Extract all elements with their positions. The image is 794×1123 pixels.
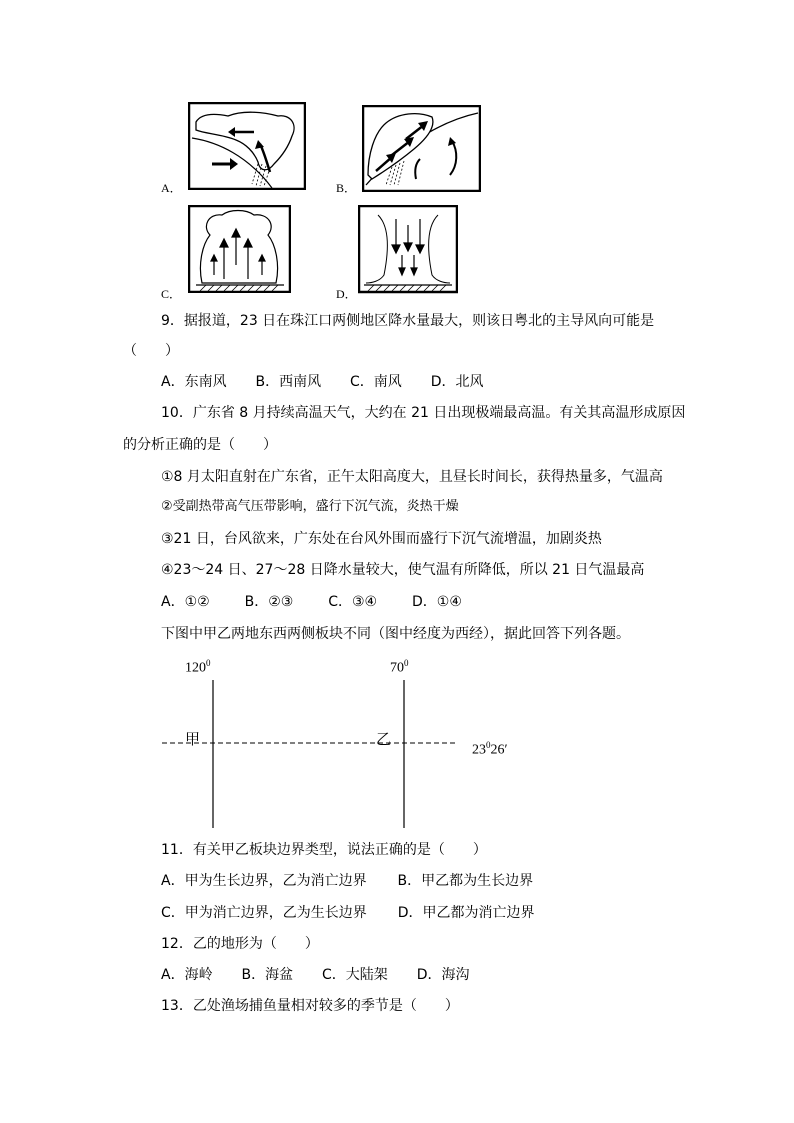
place-yi: 乙 xyxy=(376,730,392,748)
option-d-label: D． xyxy=(336,287,357,301)
q10-option-d[interactable]: D．①④ xyxy=(412,594,462,610)
intro-text: 下图中甲乙两地东西两侧板块不同（图中经度为西经），据此回答下列各题。 xyxy=(161,626,630,642)
q10-option-a[interactable]: A．①② xyxy=(161,594,210,610)
q11-stem: 11．有关甲乙板块边界类型，说法正确的是（ ） xyxy=(161,842,487,858)
lon-left-label: $120^0$ xyxy=(185,658,211,676)
q12-stem: 12．乙的地形为（ ） xyxy=(161,936,319,952)
q13-stem: 13．乙处渔场捕鱼量相对较多的季节是（ ） xyxy=(161,998,459,1014)
q10-stem-line2: 的分析正确的是（ ） xyxy=(123,437,277,453)
q10-statement-2: ②受副热带高气压带影响，盛行下沉气流，炎热干燥 xyxy=(161,499,459,514)
q11-options-row1 xyxy=(161,874,533,888)
option-b-label: B． xyxy=(336,181,357,195)
plate-map xyxy=(150,650,510,835)
q9-option-d[interactable]: D．北风 xyxy=(430,374,484,390)
lat-label: $23^026'$ xyxy=(472,740,508,758)
q9-option-a[interactable]: A．东南风 xyxy=(161,374,227,390)
q12-options xyxy=(161,968,469,982)
q12-option-a[interactable]: A．海岭 xyxy=(161,967,213,983)
q10-option-b[interactable]: B．②③ xyxy=(244,594,294,610)
q11-options-row2 xyxy=(161,906,534,920)
lon-right-label: $70^0$ xyxy=(390,658,409,676)
q9-paren: （ ） xyxy=(123,343,179,359)
q9-options xyxy=(161,375,483,389)
front-diagram-a xyxy=(188,102,306,190)
q12-option-b[interactable]: B．海盆 xyxy=(241,967,294,983)
q10-statement-1: ①8 月太阳直射在广东省，正午太阳高度大，且昼长时间长，获得热量多，气温高 xyxy=(161,469,663,485)
q10-stem-line1: 10．广东省 8 月持续高温天气，大约在 21 日出现极端最高温。有关其高温形成原因 xyxy=(161,405,686,421)
convection-diagram-c xyxy=(188,205,291,293)
q9-option-b[interactable]: B．西南风 xyxy=(255,374,322,390)
front-diagram-b xyxy=(362,105,481,192)
q10-statement-3: ③21 日，台风欲来，广东处在台风外围而盛行下沉气流增温，加剧炎热 xyxy=(161,531,602,547)
q12-option-d[interactable]: D．海沟 xyxy=(416,967,470,983)
option-c-label: C． xyxy=(161,287,182,301)
place-jia: 甲 xyxy=(185,730,201,748)
q11-option-a[interactable]: A．甲为生长边界，乙为消亡边界 xyxy=(161,873,367,889)
q10-options xyxy=(161,595,462,609)
q10-option-c[interactable]: C．③④ xyxy=(328,594,378,610)
option-a-label: A． xyxy=(161,181,182,195)
q10-statement-4: ④23～24 日、27～28 日降水量较大，使气温有所降低，所以 21 日气温最高 xyxy=(161,562,645,578)
q9-stem: 9．据报道，23 日在珠江口两侧地区降水量最大，则该日粤北的主导风向可能是 xyxy=(161,313,655,329)
q11-option-d[interactable]: D．甲乙都为消亡边界 xyxy=(397,905,535,921)
q11-option-c[interactable]: C．甲为消亡边界，乙为生长边界 xyxy=(161,905,367,921)
q12-option-c[interactable]: C．大陆架 xyxy=(322,967,388,983)
subsidence-diagram-d xyxy=(358,205,458,295)
q9-option-c[interactable]: C．南风 xyxy=(350,374,402,390)
q11-option-b[interactable]: B．甲乙都为生长边界 xyxy=(397,873,534,889)
